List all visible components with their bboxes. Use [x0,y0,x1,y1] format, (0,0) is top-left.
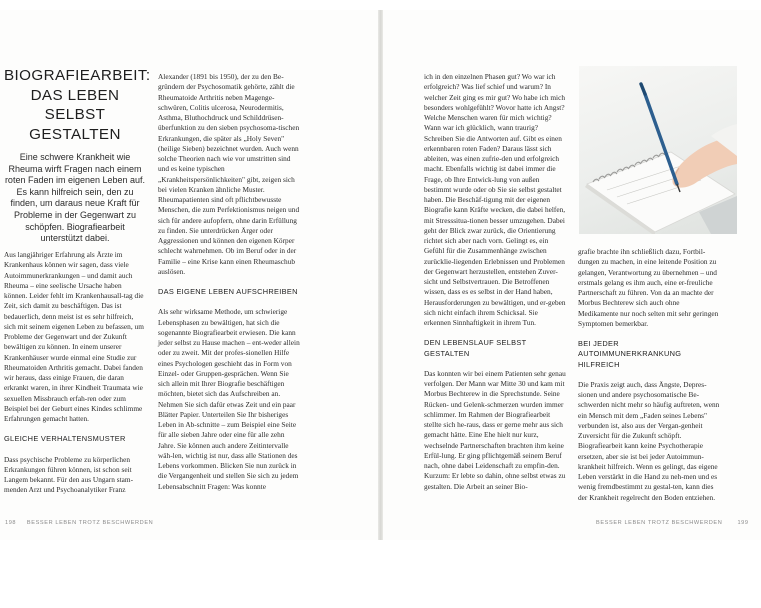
paragraph: Als sehr wirksame Methode, um schwierige Lebensphasen zu bewältigen, hat sich die sogenannte Biografiearbeit erwiesen. Die kann jeder selbst zu Hause machen – ent-weder allein oder zu zweit. Mit der profes-sionellen Hilfe eines Psychologen geschieht das in Form von Einzel- oder Gruppen-gesprächen. Wenn Sie sich allein mit Ihrer Biografie beschäftigen möchten, bietet sich das Aufschreiben an. Nehmen Sie sich dafür etwas Zeit und ein paar Blätter Papier. Unterteilen Sie Ihr bisheriges Leben in Ab-schnitte – zum Beispiel eine Seite für alle sieben Jahre oder eine für alle zehn Jahre. Sie können auch andere Zeitintervalle wäh-len, wichtig ist nur, dass alle Stationen des Lebens vorkommen. Blicken Sie nun zurück in die Vergangenheit und stellen Sie sich zu jedem Lebensabschnitt Fragen: Was konnte [158,307,300,491]
article-intro: Eine schwere Krankheit wie Rheuma wirft Fragen nach einem roten Faden im eigenen Leben auf. Es kann hilfreich sein, den zu finden, um daraus neue Kraft für Probleme in der Gegenwart zu schöpfen. Biografiearbeit unterstützt dabei. [4,152,146,244]
paragraph: Aus langjähriger Erfahrung als Ärzte im Krankenhaus können wir sagen, dass viele Autoimmunerkrankungen – und damit auch Rheuma – eine seelische Ursache haben können. Leider fehlt im Krankenhausall-tag die Zeit, sich damit zu beschäftigen. Das ist bedauerlich, denn meist ist es sehr hilfreich, sich mit seinem eigenen Leben zu befassen, um Probleme der Gegenwart und der Zukunft bewältigen zu können. In einem unserer Krankenhäuser wurde einmal eine Studie zur Rheumatoiden Arthritis gemacht. Dabei fanden wir heraus, dass einige Frauen, die daran erkrankt waren, in ihrer Kindheit Traumata wie sexuellen Missbrauch erfah-ren oder zum Beispiel bei der Geburt eines Kindes schlimme Erfahrungen gemacht hatten. [4,250,144,423]
section-heading: DAS EIGENE LEBEN AUFSCHREIBEN [158,287,298,296]
photo-illustration [579,66,737,234]
column-2 [158,72,300,492]
column-1 [4,250,144,496]
column-4 [578,247,720,503]
column-3 [424,72,566,492]
paragraph: ich in den einzelnen Phasen gut? Wo war ich erfolgreich? Was lief schief und warum? In welcher Zeit ging es mir gut? Wo habe ich mich besonders wohlgefühlt? Wovor hatte ich Angst? Welche Menschen waren für mich wichtig? Wann war ich glücklich, wann traurig? Schreiben Sie die Antworten auf. Gibt es einen erkennbaren roten Faden? Daraus lässt sich ableiten, was einen zufrie-den und erfolgreich macht. Ebenfalls wichtig ist dabei immer die Frage, ob Ihre Entwick-lung von außen bestimmt wurde oder ob Sie sie selbst gestaltet haben. Die Beschäf-tigung mit der eigenen Biografie kann Kräfte wecken, die dabei helfen, mit Stresssitua-tionen besser umzugehen. Dabei geht der Blick zwar zurück, die Orientierung richtet sich aber nach vorn. Gelingt es, ein Gefühl für die Zusammenhänge zwischen zurücklie-liegenden Erlebnissen und Problemen der Gegenwart herzustellen, entstehen Zuver-sicht und Selbstvertrauen. Die Betroffenen wissen, dass es es selbst in der Hand haben, Herausforderungen zu bewältigen, und er-geben sich nicht einfach ihrem Schicksal. Sie erkennen Sinnhaftigkeit in ihrem Tun. [424,72,566,327]
article-title: BIOGRAFIEARBEIT: DAS LEBEN SELBST GESTALTEN [4,67,151,143]
paragraph: Alexander (1891 bis 1950), der zu den Be-gründern der Psychosomatik gehörte, zählt die Rheumatoide Arthritis neben Magenge-schwüren, Colitis ulcerosa, Neurodermitis, Asthma, Bluthochdruck und Schilddrüsen-überfunktion zu den sieben psychosoma-tischen Erkrankungen, die später als „Holy Seven" (heilige Sieben) bezeichnet wurden. Auch wenn solche Theorien nach wie vor umstritten sind und es keine typischen „Krankheitspersönlichkeiten" gibt, zeigen sich bei vielen Kranken ähnliche Muster. Rheumapatienten sind oft pflichtbewusste Menschen, die zum Perfektionismus neigen und sich für andere aufopfern, ohne darin Erfüllung zu finden. Sie unterdrücken Ärger oder Aggressionen und können den eigenen Körper schlecht wahrnehmen. Ob im Beruf oder in der Familie – eine Krise kann einen Rheumaschub auslösen. [158,72,300,276]
book-gutter [378,10,383,540]
section-heading: GLEICHE VERHALTENSMUSTER [4,434,126,444]
paragraph: grafie brachte ihn schließlich dazu, Fortbil-dungen zu machen, in eine leitende Position zu gelangen, Verantwortung zu übernehmen – und erstmals gelang es ihm auch, eine er-freuliche Partnerschaft zu führen. Von da an machte der Morbus Bechterew sich auch ohne Medikamente nur noch selten mit sehr geringen Symptomen bemerkbar. [578,247,719,328]
running-footer: BESSER LEBEN TROTZ BESCHWERDEN [596,520,723,526]
paragraph: Dass psychische Probleme zu körperlichen Erkrankungen führen können, ist schon seit Langem bekannt. Für den aus Ungarn stam-menden Arzt und Psychoanalytiker Franz [4,454,134,495]
hand-writing-notebook-photo [579,66,737,234]
paragraph: Das konnten wir bei einem Patienten sehr genau verfolgen. Der Mann war Mitte 30 und kam mit Morbus Bechterew in die Sprechstunde. Seine Rücken- und Gelenk-schmerzen wurden immer schlimmer. Im Rahmen der Biografiearbeit stellte sich he-raus, dass er gerne mehr aus sich gemacht hätte. Eine Ehe hielt nur kurz, wechselnde Partnerschaften brachten ihm keine Erfül-lung. Er ging pflichtgemäß seinem Beruf nach, ohne dabei Leidenschaft zu empfin-den. Kurzum: Er lebte so dahin, ohne selbst etwas zu gestalten. Die Arbeit an seiner Bio- [424,368,566,491]
page-footer-right [596,520,749,526]
running-footer: BESSER LEBEN TROTZ BESCHWERDEN [26,520,154,526]
page-number: 199 [737,520,749,526]
paragraph: Die Praxis zeigt auch, dass Ängste, Depres-sionen und andere psychosomatische Be-schwerden nicht mehr so häufig auftreten, wenn ein Mensch mit dem „Faden seines Lebens" verbunden ist, also aus der Vergan-genheit Zuversicht für die Zukunft schöpft. Biografiearbeit kann keine Psychotherapie ersetzen, aber sie ist bei jeder Autoimmun-krankheit hilfreich. Wenn es gelingt, das eigene Leben verstärkt in die Hand zu neh-men und es wenig fremdbestimmt zu gestal-ten, kann dies der Krankheit regelrecht den Boden entziehen. [578,379,720,502]
page-number: 198 [5,520,17,526]
section-heading: DEN LEBENSLAUF SELBST GESTALTEN [424,338,527,358]
page-footer-left [5,520,153,526]
section-heading: BEI JEDER AUTOIMMUNERKRANKUNG HILFREICH [578,339,682,369]
